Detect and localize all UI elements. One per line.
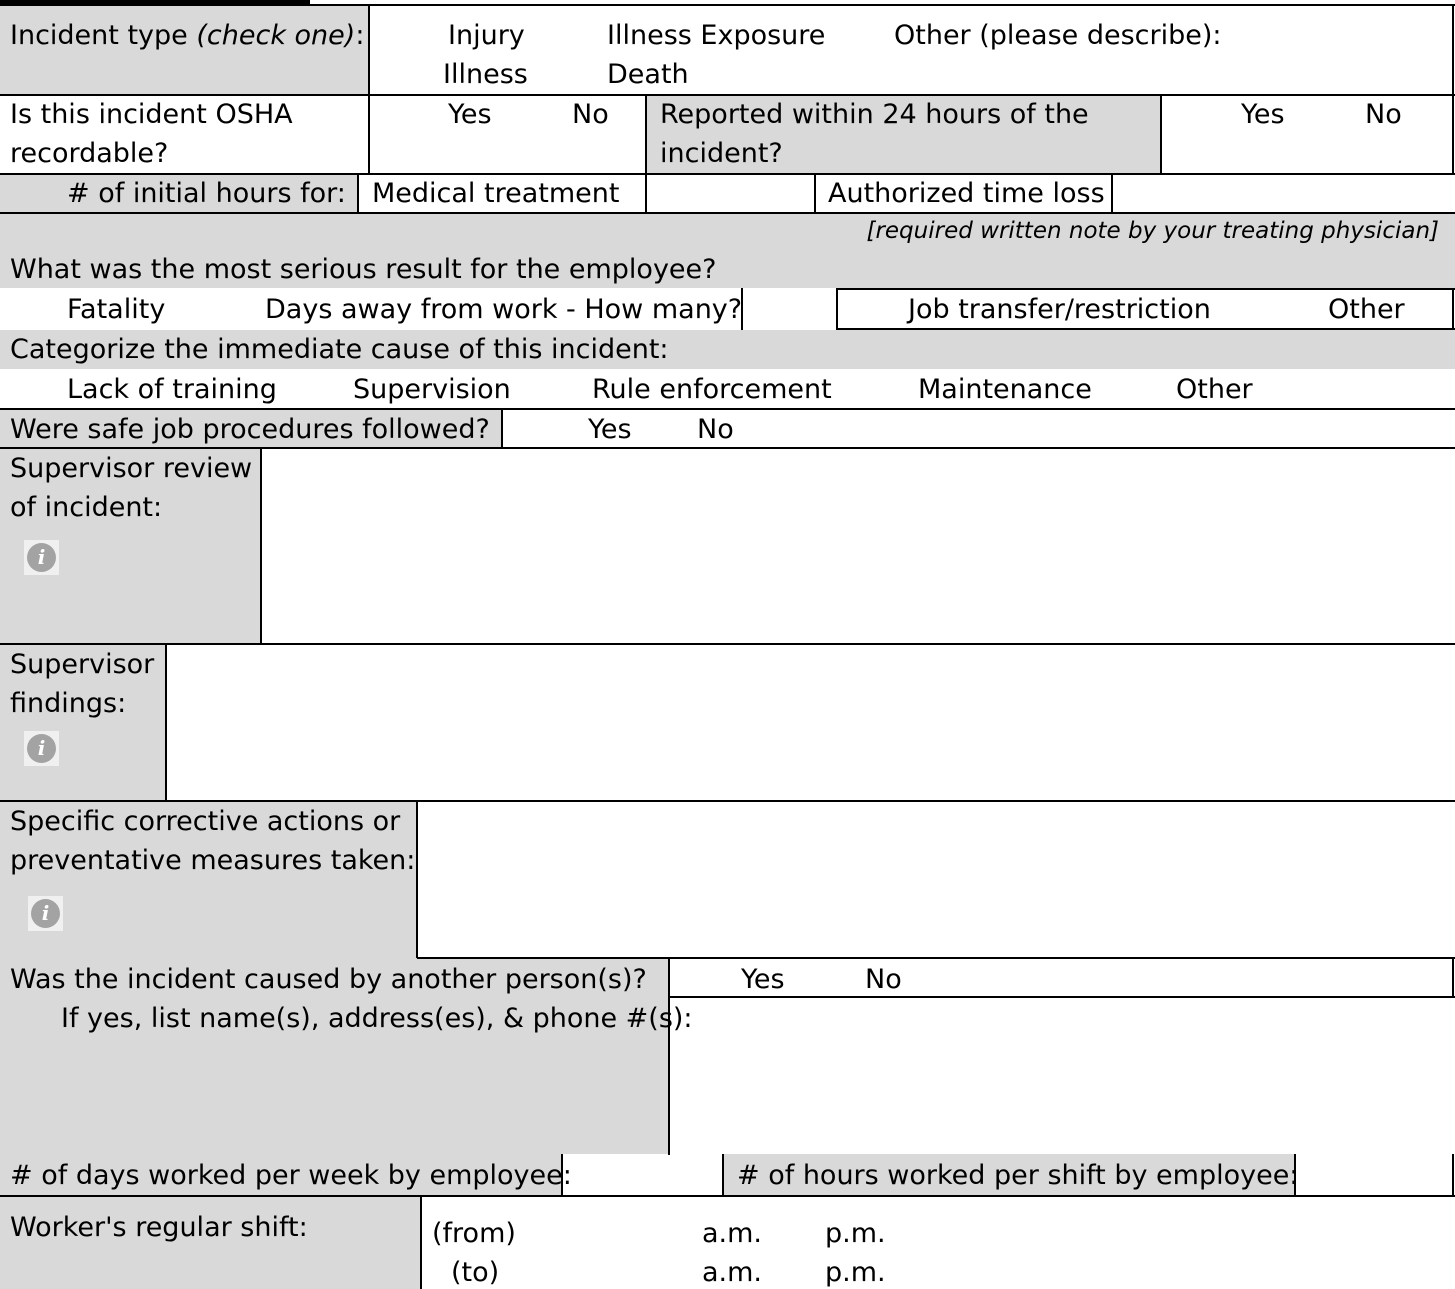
review-label-line1: Supervisor review <box>10 453 253 484</box>
rule <box>814 173 816 213</box>
rule <box>420 1195 422 1289</box>
rule <box>645 94 647 213</box>
hours-per-shift-input[interactable] <box>1297 1156 1451 1194</box>
incident-type-colon: : <box>355 20 365 51</box>
rule <box>0 643 1455 645</box>
other-person-no[interactable]: No <box>865 964 902 995</box>
option-illness[interactable]: Illness <box>443 59 528 90</box>
time-loss-label: Authorized time loss <box>828 178 1105 209</box>
rule <box>165 643 167 801</box>
safe-procedures-no[interactable]: No <box>697 414 734 445</box>
findings-label-line1: Supervisor <box>10 649 155 680</box>
shift-to-am[interactable]: a.m. <box>702 1257 763 1288</box>
shift-to-label: (to) <box>451 1257 500 1288</box>
info-icon-glyph: i <box>27 734 56 763</box>
osha-question-line2: recordable? <box>10 138 169 169</box>
rule <box>0 4 1455 6</box>
rule <box>1452 4 1454 174</box>
corrective-label-line2: preventative measures taken: <box>10 845 416 876</box>
safe-procedures-yes[interactable]: Yes <box>588 414 632 445</box>
reported-no[interactable]: No <box>1365 99 1402 130</box>
option-death[interactable]: Death <box>607 59 689 90</box>
time-loss-input[interactable] <box>1114 174 1450 212</box>
rule <box>1452 957 1454 997</box>
shift-from-label: (from) <box>432 1218 516 1249</box>
option-illness-exposure[interactable]: Illness Exposure <box>607 20 826 51</box>
shift-from-pm[interactable]: p.m. <box>825 1218 886 1249</box>
osha-question-line1: Is this incident OSHA <box>10 99 293 130</box>
rule <box>357 173 359 213</box>
review-label-line2: of incident: <box>10 492 163 523</box>
other-person-question: Was the incident caused by another person(s)? <box>10 964 647 995</box>
rule <box>668 957 670 1155</box>
info-icon[interactable] <box>28 896 63 931</box>
other-person-yes[interactable]: Yes <box>741 964 785 995</box>
cause-lack-of-training[interactable]: Lack of training <box>67 374 277 405</box>
result-days-away[interactable]: Days away from work - How many? <box>265 294 743 325</box>
shift-from-am[interactable]: a.m. <box>702 1218 763 1249</box>
rule <box>260 447 262 644</box>
hours-label: # of initial hours for: <box>67 178 346 209</box>
reported-question-line1: Reported within 24 hours of the <box>660 99 1089 130</box>
incident-type-label-text: Incident type <box>10 20 188 51</box>
serious-result-question: What was the most serious result for the employee? <box>10 254 717 285</box>
rule <box>722 1154 724 1196</box>
rule <box>0 1195 1455 1197</box>
incident-type-hint: (check one) <box>196 20 356 51</box>
rule <box>836 288 838 330</box>
medical-treatment-label: Medical treatment <box>372 178 620 209</box>
days-away-input[interactable] <box>744 290 834 328</box>
rule <box>1452 288 1454 330</box>
days-per-week-input[interactable] <box>564 1156 720 1194</box>
rule <box>1111 173 1113 213</box>
hours-per-shift-label: # of hours worked per shift by employee: <box>737 1160 1299 1191</box>
info-icon[interactable] <box>24 731 59 766</box>
info-icon[interactable] <box>24 540 59 575</box>
option-other-describe[interactable]: Other (please describe): <box>894 20 1222 51</box>
osha-yes[interactable]: Yes <box>448 99 492 130</box>
option-injury[interactable]: Injury <box>448 20 525 51</box>
corrective-textarea[interactable] <box>420 803 1452 956</box>
osha-no[interactable]: No <box>572 99 609 130</box>
days-per-week-label: # of days worked per week by employee: <box>10 1160 572 1191</box>
reported-question-line2: incident? <box>660 138 783 169</box>
cause-rule-enforcement[interactable]: Rule enforcement <box>592 374 832 405</box>
cause-other[interactable]: Other <box>1176 374 1253 405</box>
findings-label-line2: findings: <box>10 688 127 719</box>
cause-supervision[interactable]: Supervision <box>353 374 511 405</box>
info-icon-glyph: i <box>27 543 56 572</box>
reported-yes[interactable]: Yes <box>1241 99 1285 130</box>
rule <box>416 800 418 958</box>
rule <box>1452 1154 1454 1196</box>
result-other[interactable]: Other <box>1328 294 1405 325</box>
result-fatality[interactable]: Fatality <box>67 294 166 325</box>
info-icon-glyph: i <box>31 899 60 928</box>
findings-textarea[interactable] <box>168 646 1452 799</box>
rule <box>501 408 503 448</box>
result-job-transfer[interactable]: Job transfer/restriction <box>908 294 1211 325</box>
cause-question: Categorize the immediate cause of this incident: <box>10 334 669 365</box>
cause-maintenance[interactable]: Maintenance <box>918 374 1092 405</box>
rule <box>669 996 1455 998</box>
other-person-list-textarea[interactable] <box>672 999 1452 1151</box>
physician-note: [required written note by your treating physician] <box>866 218 1439 244</box>
review-textarea[interactable] <box>264 450 1452 642</box>
rule <box>417 957 1455 959</box>
medical-treatment-input[interactable] <box>648 174 812 212</box>
rule <box>368 4 370 174</box>
shift-to-pm[interactable]: p.m. <box>825 1257 886 1288</box>
shift-label: Worker's regular shift: <box>10 1212 308 1243</box>
safe-procedures-question: Were safe job procedures followed? <box>10 414 490 445</box>
other-person-list-label: If yes, list name(s), address(es), & phone #(s): <box>61 1003 693 1034</box>
rule <box>1160 94 1162 174</box>
corrective-label-line1: Specific corrective actions or <box>10 806 401 837</box>
incident-type-label <box>10 16 364 55</box>
